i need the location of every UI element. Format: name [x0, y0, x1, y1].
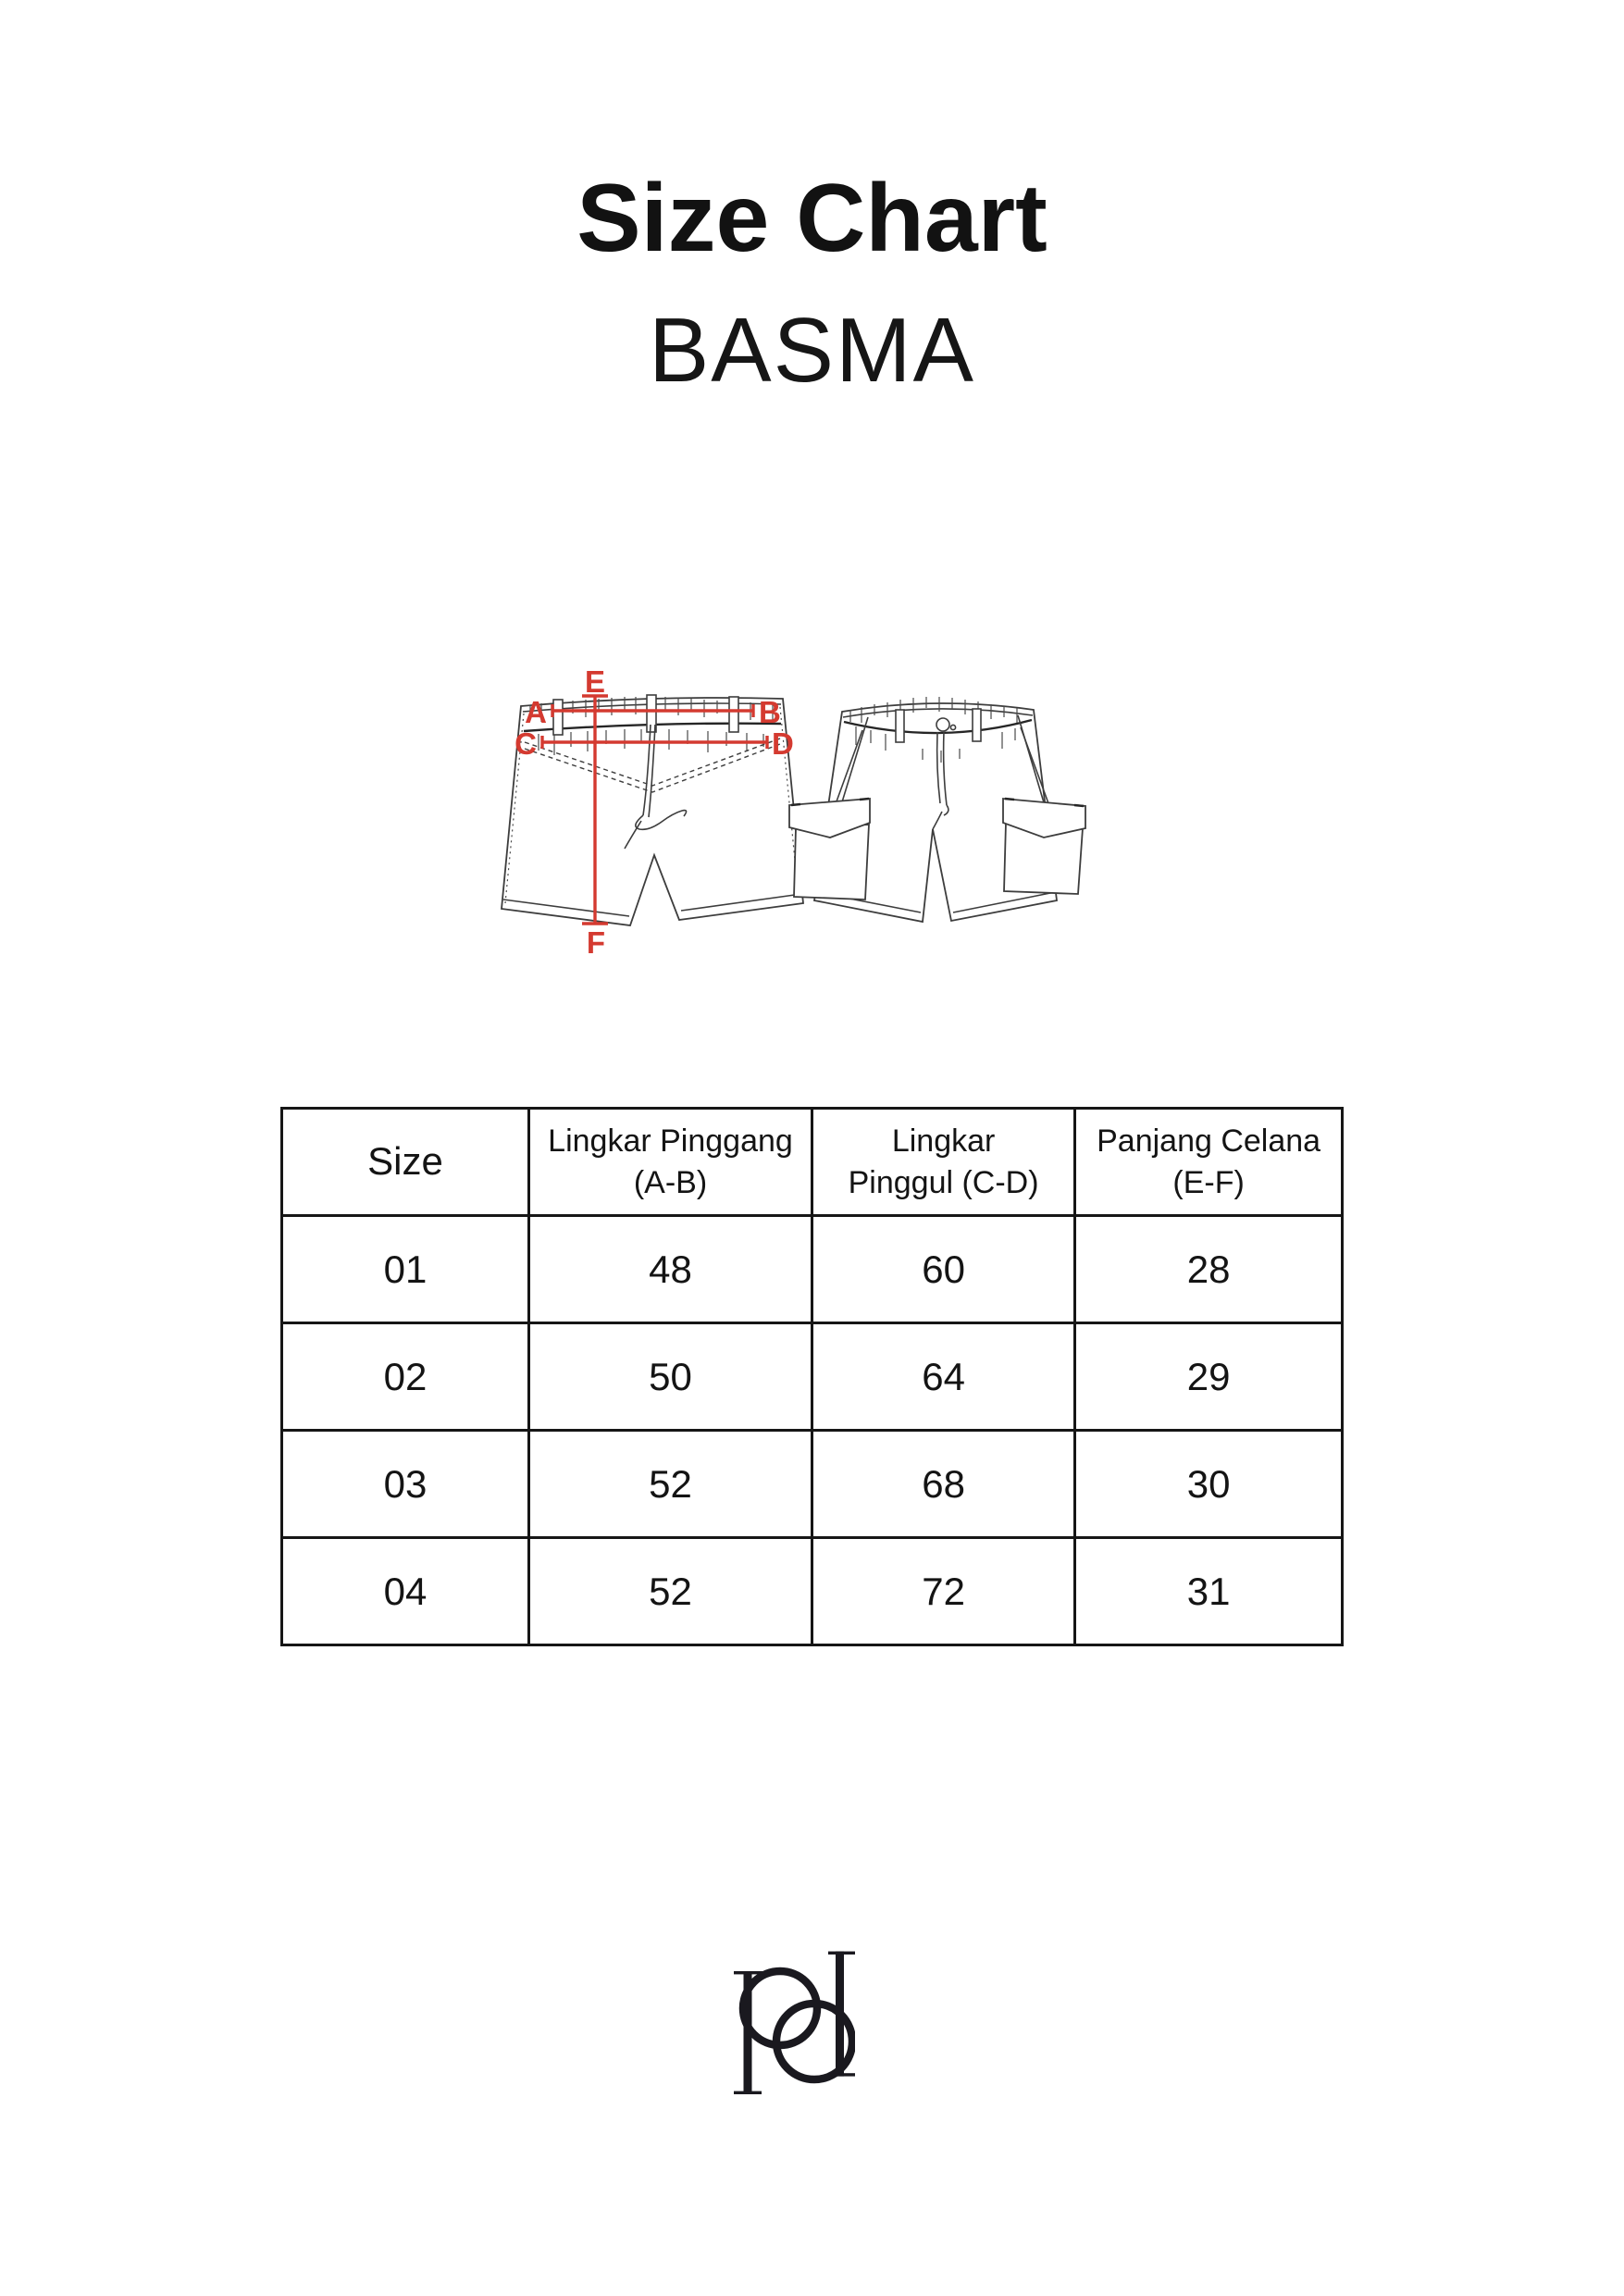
table-cell-hip: 64 — [812, 1323, 1074, 1431]
shorts-front-view — [502, 695, 803, 925]
table-cell-length: 29 — [1075, 1323, 1343, 1431]
marker-label-e: E — [584, 669, 606, 699]
marker-label-d: D — [772, 726, 794, 761]
table-cell-waist: 52 — [529, 1538, 812, 1645]
header-text: (E-F) — [1172, 1164, 1245, 1200]
collection-name: BASMA — [648, 299, 976, 401]
table-cell-size: 01 — [282, 1216, 529, 1323]
table-cell-length: 30 — [1075, 1431, 1343, 1538]
size-table — [280, 1107, 1344, 1646]
shorts-measurement-diagram — [488, 669, 1135, 984]
table-cell-waist: 48 — [529, 1216, 812, 1323]
table-cell-hip: 72 — [812, 1538, 1074, 1645]
table-row — [282, 1431, 1343, 1538]
marker-label-f: F — [586, 925, 606, 960]
header-text: Lingkar Pinggang — [548, 1123, 793, 1160]
marker-label-b: B — [759, 695, 781, 729]
table-cell-size: 02 — [282, 1323, 529, 1431]
table-cell-hip: 60 — [812, 1216, 1074, 1323]
table-cell-waist: 52 — [529, 1431, 812, 1538]
header-text: Lingkar — [891, 1123, 996, 1160]
header-text: Pinggul (C-D) — [848, 1164, 1039, 1200]
table-header-row — [282, 1109, 1343, 1216]
table-row — [282, 1216, 1343, 1323]
table-cell-size: 03 — [282, 1431, 529, 1538]
header-text: Panjang Celana — [1097, 1123, 1321, 1160]
column-header-size — [282, 1109, 529, 1216]
pd-monogram-logo — [733, 1950, 855, 2100]
column-header-lingkar-pinggang — [529, 1109, 812, 1216]
table-row — [282, 1323, 1343, 1431]
table-cell-hip: 68 — [812, 1431, 1074, 1538]
table-row — [282, 1538, 1343, 1645]
shorts-back-view — [789, 697, 1085, 922]
header-text: (A-B) — [633, 1164, 708, 1200]
marker-label-c: C — [514, 726, 537, 761]
column-header-panjang-celana — [1075, 1109, 1343, 1216]
table-cell-length: 28 — [1075, 1216, 1343, 1323]
table-cell-length: 31 — [1075, 1538, 1343, 1645]
table-cell-waist: 50 — [529, 1323, 812, 1431]
header-text: Size — [367, 1139, 443, 1184]
marker-label-a: A — [525, 695, 547, 729]
column-header-lingkar-pinggul — [812, 1109, 1074, 1216]
table-cell-size: 04 — [282, 1538, 529, 1645]
page-title: Size Chart — [576, 165, 1048, 272]
